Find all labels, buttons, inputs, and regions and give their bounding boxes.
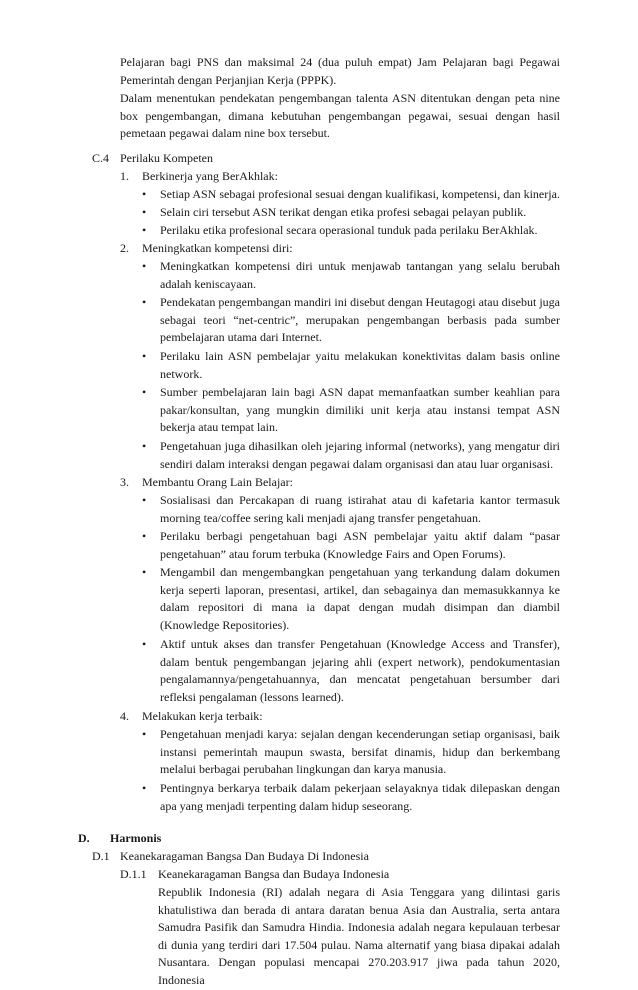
item-2-bullet-2: Pendekatan pengembangan mandiri ini disebut dengan Heutagogi atau disebut juga sebagai teori “net-centric”, merupakan pengembangan berbasis pada sumber pembelajaran utama dari Internet.: [160, 295, 560, 345]
item-3-title: Membantu Orang Lain Belajar:: [142, 475, 293, 489]
subsection-d11-title: Keanekaragaman Bangsa dan Budaya Indonesia: [158, 867, 390, 881]
item-1-bullet-2: Selain ciri tersebut ASN terikat dengan etika profesi sebagai pelayan publik.: [160, 205, 527, 219]
bullet-icon: •: [142, 295, 147, 309]
item-1-number: 1.: [120, 169, 129, 183]
item-2-title: Meningkatkan kompetensi diri:: [142, 241, 293, 255]
bullet-icon: •: [142, 349, 147, 363]
bullet-icon: •: [142, 205, 147, 219]
bullet-icon: •: [142, 385, 147, 399]
intro-paragraph-1: Pelajaran bagi PNS dan maksimal 24 (dua puluh empat) Jam Pelajaran bagi Pegawai Pemerintah dengan Perjanjian Kerja (PPPK).: [120, 55, 560, 87]
item-2-bullet-1: Meningkatkan kompetensi diri untuk menjawab tantangan yang selalu berubah adalah keniscayaan.: [160, 259, 560, 291]
item-1-bullet-3: Perilaku etika profesional secara operasional tunduk pada perilaku BerAkhlak.: [160, 223, 538, 237]
bullet-icon: •: [142, 727, 147, 741]
bullet-icon: •: [142, 223, 147, 237]
item-2-bullet-4: Sumber pembelajaran lain bagi ASN dapat memanfaatkan sumber keahlian para pakar/konsultan, yang mungkin dimiliki unit kerja atau instansi tempat ASN bekerja atau tempat lain.: [160, 385, 560, 435]
bullet-icon: •: [142, 493, 147, 507]
item-1-title: Berkinerja yang BerAkhlak:: [142, 169, 278, 183]
item-1-bullet-1: Setiap ASN sebagai profesional sesuai dengan kualifikasi, kompetensi, dan kinerja.: [160, 187, 560, 201]
section-c4-number: C.4: [92, 151, 110, 165]
item-4-bullet-1: Pengetahuan menjadi karya: sejalan dengan kecenderungan setiap organisasi, baik instansi pemerintah maupun swasta, bersifat dinamis, hidup dan berkembang melalui berbagai perubahan lingkungan dan karya manusia.: [160, 727, 560, 777]
section-c4-title: Perilaku Kompeten: [120, 151, 213, 165]
item-3-bullet-2: Perilaku berbagi pengetahuan bagi ASN pembelajar yaitu aktif dalam “pasar pengetahuan” atau forum terbuka (Knowledge Fairs and Open Forums).: [160, 529, 560, 561]
bullet-icon: •: [142, 565, 147, 579]
item-2-bullet-3: Perilaku lain ASN pembelajar yaitu melakukan konektivitas dalam basis online network.: [160, 349, 560, 381]
bullet-icon: •: [142, 637, 147, 651]
bullet-icon: •: [142, 529, 147, 543]
subsection-d1-title: Keanekaragaman Bangsa Dan Budaya Di Indonesia: [120, 849, 369, 863]
item-2-bullet-5: Pengetahuan juga dihasilkan oleh jejaring informal (networks), yang mengatur diri sendiri dalam interaksi dengan pegawai dalam organisasi dan atau luar organisasi.: [160, 439, 560, 471]
item-3-bullet-4: Aktif untuk akses dan transfer Pengetahuan (Knowledge Access and Transfer), dalam bentuk pengembangan jejaring ahli (expert network), pendokumentasian pengalamannya/pengetahuannya, dan mencatat pengetahuan bersumber dari refleksi pengalaman (lessons learned).: [160, 637, 560, 704]
bullet-icon: •: [142, 439, 147, 453]
item-3-bullet-3: Mengambil dan mengembangkan pengetahuan yang terkandung dalam dokumen kerja seperti laporan, presentasi, artikel, dan sebagainya dan memasukkannya ke dalam repositori di mana ia dapat dengan mudah disimpan dan diambil (Knowledge Repositories).: [160, 565, 560, 632]
item-4-number: 4.: [120, 709, 129, 723]
bullet-icon: •: [142, 259, 147, 273]
d11-paragraph: Republik Indonesia (RI) adalah negara di Asia Tenggara yang dilintasi garis khatulistiwa dan berada di antara daratan benua Asia dan Australia, serta antara Samudra Pasifik dan Samudra Hindia. Indonesia adalah negara kepulauan terbesar di dunia yang terdiri dari 17.504 pulau. Nama alternatif yang biasa dipakai adalah Nusantara. Dengan populasi mencapai 270.203.917 jiwa pada tahun 2020, Indonesia: [158, 885, 560, 987]
subsection-d11-number: D.1.1: [120, 867, 147, 881]
bullet-icon: •: [142, 187, 147, 201]
section-d-letter: D.: [78, 831, 90, 845]
section-d-title: Harmonis: [110, 831, 162, 845]
item-2-number: 2.: [120, 241, 129, 255]
item-3-bullet-1: Sosialisasi dan Percakapan di ruang istirahat atau di kafetaria kantor termasuk morning tea/coffee sering kali menjadi ajang transfer pengetahuan.: [160, 493, 560, 525]
intro-paragraph-2: Dalam menentukan pendekatan pengembangan talenta ASN ditentukan dengan peta nine box pengembangan, dimana kebutuhan pengembangan pegawai, sesuai dengan hasil pemetaan pegawai dalam nine box tersebut.: [120, 91, 560, 141]
item-4-title: Melakukan kerja terbaik:: [142, 709, 263, 723]
item-4-bullet-2: Pentingnya berkarya terbaik dalam pekerjaan selayaknya tidak dilepaskan dengan apa yang menjadi terpenting dalam hidup seseorang.: [160, 781, 560, 813]
item-3-number: 3.: [120, 475, 129, 489]
bullet-icon: •: [142, 781, 147, 795]
subsection-d1-number: D.1: [92, 849, 110, 863]
